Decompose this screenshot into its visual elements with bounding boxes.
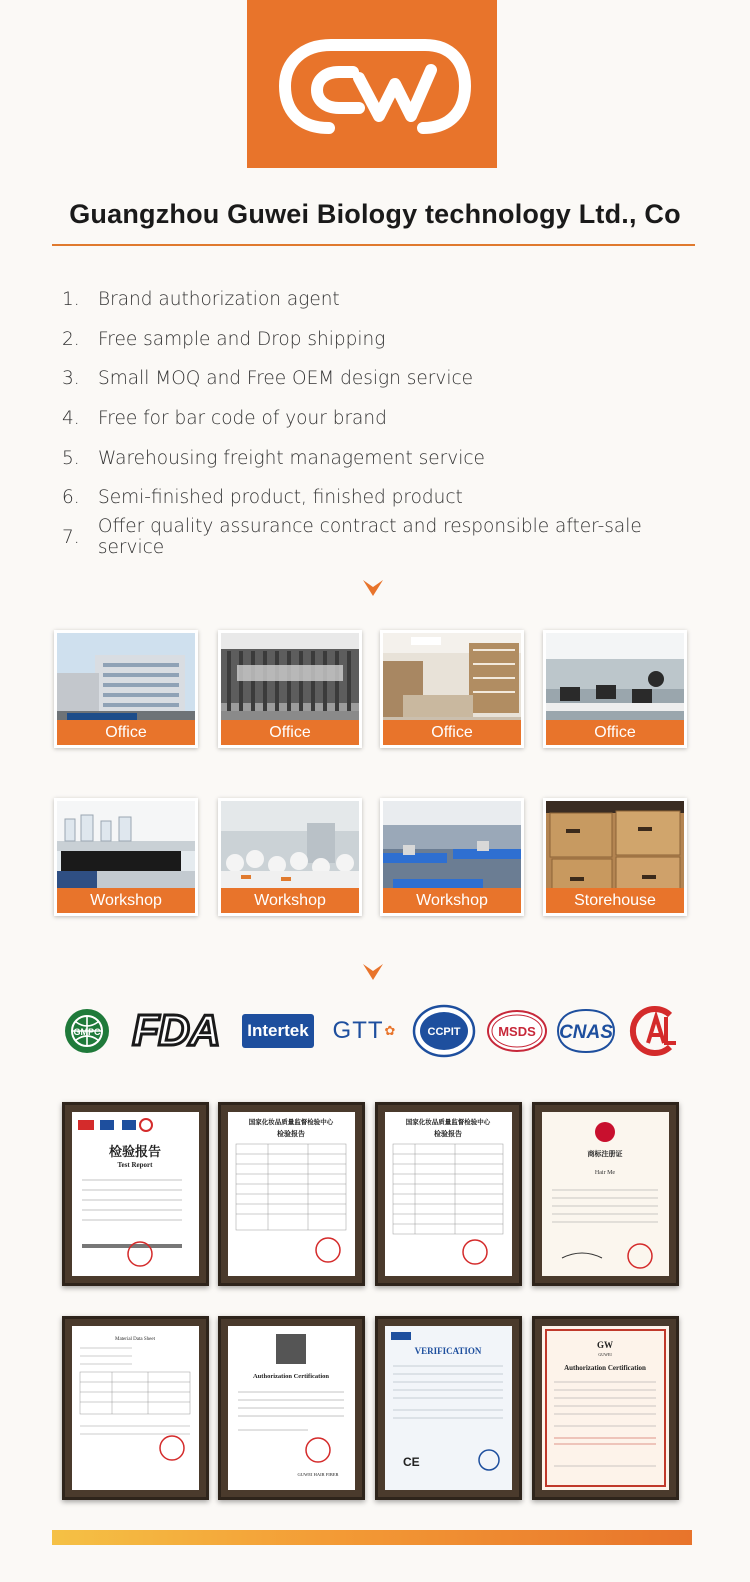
doc-subtitle: 检验报告 (277, 1130, 305, 1138)
gw-logo-mark (247, 0, 497, 168)
doc-title: 国家化妆品质量监督检验中心 (405, 1118, 491, 1126)
footer-gradient-bar (52, 1530, 692, 1545)
photo-office-building (54, 630, 198, 748)
certificate-authorization-a (218, 1316, 365, 1500)
test-report-document (72, 1112, 199, 1276)
ccpit-seal (412, 1003, 476, 1058)
gtt-logo (330, 1003, 398, 1058)
feature-text: Semi-finished product, finished product (98, 487, 463, 509)
certificate-test-report (62, 1102, 209, 1286)
photo-workshop-lab (54, 798, 198, 916)
doc-title: 检验报告 (108, 1145, 162, 1160)
feature-item (62, 399, 712, 439)
certificate-inspection-report-a (218, 1102, 365, 1286)
photo-caption: Office (546, 720, 684, 745)
cert-label-msds: MSDS (498, 1023, 536, 1039)
authorization-certificate-document (542, 1326, 669, 1490)
feature-number: 6. (62, 487, 80, 509)
certificate-ce-verification (375, 1316, 522, 1500)
feature-item (62, 359, 712, 399)
photo-caption: Workshop (57, 888, 195, 913)
doc-title: Authorization Certification (252, 1373, 330, 1380)
doc-subtitle: CE (403, 1455, 420, 1469)
authorization-certificate-document (228, 1326, 355, 1490)
photo-caption: Office (383, 720, 521, 745)
doc-title: 商标注册证 (587, 1150, 623, 1158)
feature-item (62, 280, 712, 320)
intertek-logo (240, 1003, 316, 1058)
doc-title: VERIFICATION (414, 1346, 482, 1356)
gtt-spark-icon: ✿ (384, 1022, 396, 1038)
photo-caption: Storehouse (546, 888, 684, 913)
gmpc-globe-icon (62, 1003, 112, 1058)
photo-caption: Office (221, 720, 359, 745)
feature-number: 5. (62, 447, 80, 469)
service-feature-list (62, 280, 712, 557)
photo-office-reception (218, 630, 362, 748)
photo-storehouse (543, 798, 687, 916)
doc-subtitle: GUWEI (598, 1352, 612, 1357)
feature-text: Small MOQ and Free OEM design service (98, 368, 474, 390)
photo-caption: Office (57, 720, 195, 745)
feature-item (62, 518, 712, 558)
feature-number: 7. (62, 526, 80, 548)
certificate-inspection-report-b (375, 1102, 522, 1286)
ce-verification-document (385, 1326, 512, 1490)
doc-title: Authorization Certification (564, 1364, 646, 1372)
doc-subtitle: Test Report (117, 1161, 153, 1169)
doc-subtitle: Hair Me (594, 1170, 616, 1176)
feature-item (62, 478, 712, 518)
material-data-sheet-document (72, 1326, 199, 1490)
cert-label-cal: CAL (654, 1054, 656, 1056)
title-divider (52, 244, 695, 246)
feature-text: Offer quality assurance contract and responsible after-sale service (97, 516, 642, 559)
company-title: Guangzhou Guwei Biology technology Ltd., Co (69, 199, 681, 229)
doc-subtitle: GUWEI HAIR FIBER (297, 1472, 339, 1477)
feature-text: Free sample and Drop shipping (98, 328, 386, 350)
chevron-down-icon (362, 579, 384, 597)
feature-text: Brand authorization agent (98, 289, 340, 311)
photo-workshop-packing (380, 798, 524, 916)
feature-text: Free for bar code of your brand (98, 408, 387, 430)
feature-item (62, 320, 712, 360)
feature-number: 2. (62, 328, 80, 350)
cert-label-cnas: CNAS (559, 1021, 613, 1043)
inspection-report-document (228, 1112, 355, 1276)
cert-label-fda: FDA (132, 1005, 220, 1055)
chevron-down-icon (362, 963, 384, 981)
certificate-authorization-b (532, 1316, 679, 1500)
cert-label-intertek: Intertek (242, 1014, 313, 1048)
cert-label-gmpc: GMPC (73, 1026, 101, 1037)
inspection-report-document (385, 1112, 512, 1276)
cert-label-ccpit: CCPIT (427, 1025, 461, 1038)
cert-label-gtt: GTT (332, 1016, 384, 1044)
certificate-material-data-sheet (62, 1316, 209, 1500)
cal-logo (626, 1003, 682, 1058)
photo-caption: Workshop (221, 888, 359, 913)
doc-subtitle: 检验报告 (434, 1130, 462, 1138)
cnas-logo (556, 1003, 616, 1058)
feature-item (62, 438, 712, 478)
fda-logo (126, 1003, 226, 1058)
photo-caption: Workshop (383, 888, 521, 913)
doc-title: 国家化妆品质量监督检验中心 (248, 1118, 334, 1126)
photo-office-workspace (543, 630, 687, 748)
msds-oval (486, 1003, 548, 1058)
brand-logo (247, 0, 497, 168)
svg-text:GW: GW (596, 1340, 614, 1350)
feature-number: 4. (62, 408, 80, 430)
certificate-trademark-registration (532, 1102, 679, 1286)
feature-text: Warehousing freight management service (98, 447, 485, 469)
feature-number: 3. (62, 368, 80, 390)
photo-office-showroom (380, 630, 524, 748)
photo-workshop-production (218, 798, 362, 916)
feature-number: 1. (62, 289, 80, 311)
doc-title: Material Data Sheet (115, 1337, 155, 1342)
trademark-certificate-document (542, 1112, 669, 1276)
